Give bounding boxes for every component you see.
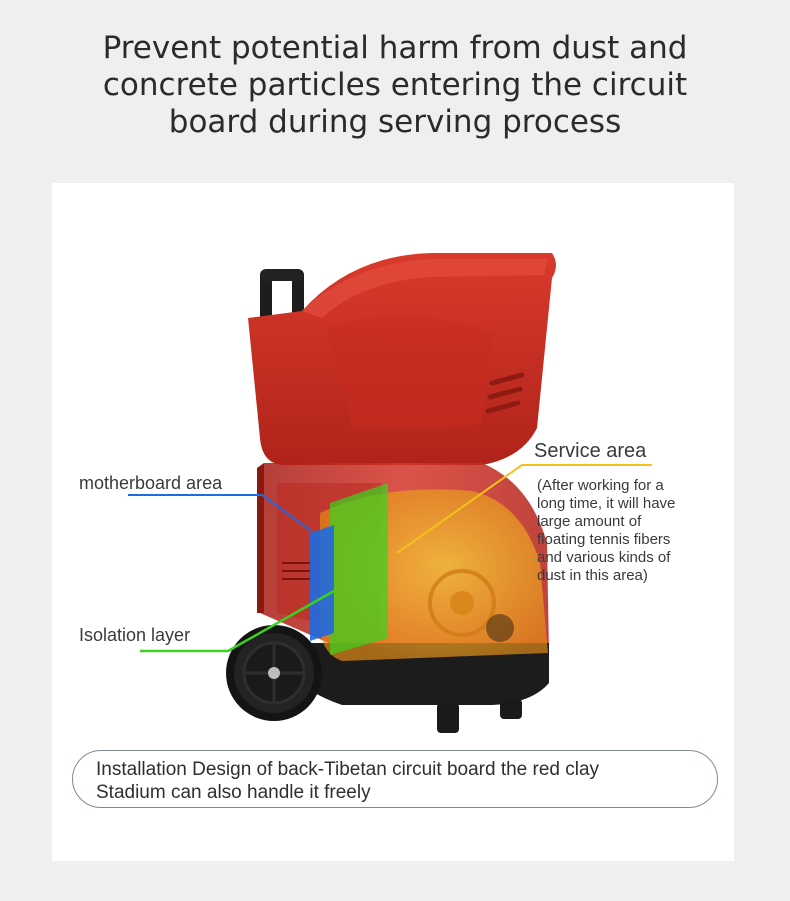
service-desc-line: large amount of bbox=[537, 513, 642, 530]
service-desc-line: dust in this area) bbox=[537, 567, 648, 584]
note-line-1: Installation Design of back-Tibetan circuit board the red clay bbox=[96, 759, 600, 780]
headline-line-1: Prevent potential harm from dust and bbox=[102, 30, 688, 66]
foot-front bbox=[437, 703, 459, 733]
service-desc-line: floating tennis fibers bbox=[537, 531, 671, 548]
note-line-2: Stadium can also handle it freely bbox=[96, 782, 371, 803]
isolation-layer-highlight bbox=[330, 483, 388, 655]
motherboard-highlight bbox=[310, 525, 334, 641]
headline-line-2: concrete particles entering the circuit bbox=[102, 67, 688, 103]
service-area-description bbox=[537, 477, 717, 585]
service-desc-line: (After working for a bbox=[537, 477, 664, 494]
headline-line-3: board during serving process bbox=[168, 104, 622, 140]
isolation-layer-label: Isolation layer bbox=[79, 625, 191, 645]
motherboard-area-label: motherboard area bbox=[79, 473, 223, 493]
service-area-label: Service area bbox=[534, 440, 647, 462]
service-desc-line: and various kinds of bbox=[537, 549, 671, 566]
headline bbox=[0, 30, 790, 141]
installation-note bbox=[72, 750, 718, 808]
service-desc-line: long time, it will have bbox=[537, 495, 676, 512]
illustration-card bbox=[52, 183, 734, 861]
wheel bbox=[226, 625, 322, 721]
foot-rear bbox=[500, 699, 522, 719]
